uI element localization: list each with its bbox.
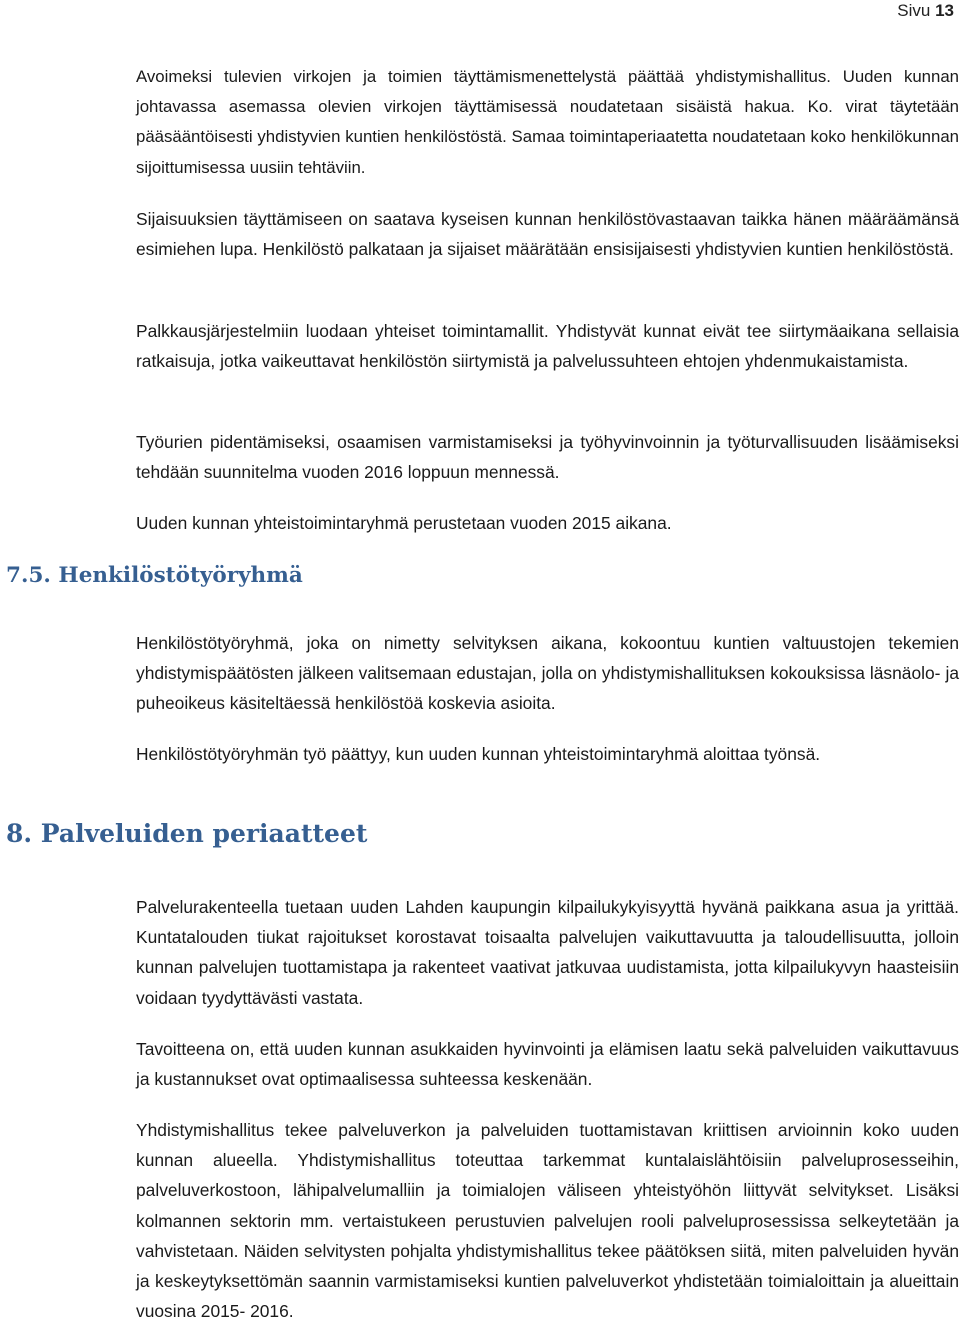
paragraph-service-network: Yhdistymishallitus tekee palveluverkon ja palveluiden tuottamistavan kriittisen arvioinnin koko uuden kunnan alueella. Yhdistymishallitus toteuttaa tarkemmat kuntalaislähtöisiin palveluprosesseihin, palveluverkostoon, lähipalvelumalliin ja toimialojen väliseen yhteistyöhön liittyvät selvitykset. Lisäksi kolmannen sektorin mm. vertaistukeen perustuvien palvelujen rooli palveluprosessissa selkeytetään ja vahvistetaan. Näiden selvitysten pohjalta yhdistymishallitus tekee päätöksen siitä, miten palveluiden hyvän ja keskeytyksettömän saannin varmistamiseksi kuntien palveluverkot yhdistetään toimialoittain ja alueittain vuosina 2015- 2016. bbox=[136, 1120, 959, 1322]
paragraph-work-careers: Työurien pidentämiseksi, osaamisen varmistamiseksi ja työhyvinvoinnin ja työturvallisuuden lisäämiseksi tehdään suunnitelma vuoden 2016 loppuun mennessä. bbox=[136, 432, 959, 483]
paragraph-working-group-end: Henkilöstötyöryhmän työ päättyy, kun uuden kunnan yhteistoimintaryhmä aloittaa työnsä. bbox=[136, 744, 821, 764]
section-heading-7-5: 7.5. Henkilöstötyöryhmä bbox=[6, 563, 303, 588]
paragraph-recruitment: Avoimeksi tulevien virkojen ja toimien täyttämismenettelystä päättää yhdistymishallitus. Uuden kunnan johtavassa asemassa olevien virkojen täyttämisessä noudatetaan sisäistä hakua. Ko. virat täytetään pääsääntöisesti yhdistyvien kuntien henkilöstöstä. Samaa toimintaperiaatetta noudatetaan koko henkilökunnan sijoittumisessa uusiin tehtäviin. bbox=[136, 67, 959, 177]
paragraph-cooperation-group: Uuden kunnan yhteistoimintaryhmä perustetaan vuoden 2015 aikana. bbox=[136, 513, 672, 533]
page-number bbox=[897, 0, 954, 22]
paragraph-substitutes: Sijaisuuksien täyttämiseen on saatava kyseisen kunnan henkilöstövastaavan taikka hänen määräämänsä esimiehen lupa. Henkilöstö palkataan ja sijaiset määrätään ensisijaisesti yhdistyvien kuntien henkilöstöstä. bbox=[136, 209, 959, 260]
section-heading-8: 8. Palveluiden periaatteet bbox=[6, 819, 368, 848]
paragraph-staff-working-group: Henkilöstötyöryhmä, joka on nimetty selvityksen aikana, kokoontuu kuntien valtuustojen tekemien yhdistymispäätösten jälkeen valitsemaan edustajan, jolla on yhdistymishallituksen kokouksissa läsnäolo- ja puheoikeus käsiteltäessä henkilöstöä koskevia asioita. bbox=[136, 633, 959, 714]
page-number-value: 13 bbox=[935, 1, 954, 20]
paragraph-service-goal: Tavoitteena on, että uuden kunnan asukkaiden hyvinvointi ja elämisen laatu sekä palveluiden vaikuttavuus ja kustannukset ovat optimaalisessa suhteessa keskenään. bbox=[136, 1039, 959, 1090]
paragraph-pay-systems: Palkkausjärjestelmiin luodaan yhteiset toimintamallit. Yhdistyvät kunnat eivät tee siirtymäaikana sellaisia ratkaisuja, jotka vaikeuttavat henkilöstön siirtymistä ja palvelussuhteen ehtojen yhdenmukaistamista. bbox=[136, 321, 959, 372]
paragraph-service-structure: Palvelurakenteella tuetaan uuden Lahden kaupungin kilpailukykyisyyttä hyvänä paikkana asua ja yrittää. Kuntatalouden tiukat rajoitukset korostavat toisaalta palvelujen vaikuttavuutta ja taloudellisuutta, jolloin kunnan palvelujen tuottamistapa ja rakenteet vaativat jatkuvaa uudistamista, jotta kilpailukyvyn haasteisiin voidaan tyydyttävästi vastata. bbox=[136, 897, 959, 1008]
page-label: Sivu bbox=[897, 1, 931, 20]
